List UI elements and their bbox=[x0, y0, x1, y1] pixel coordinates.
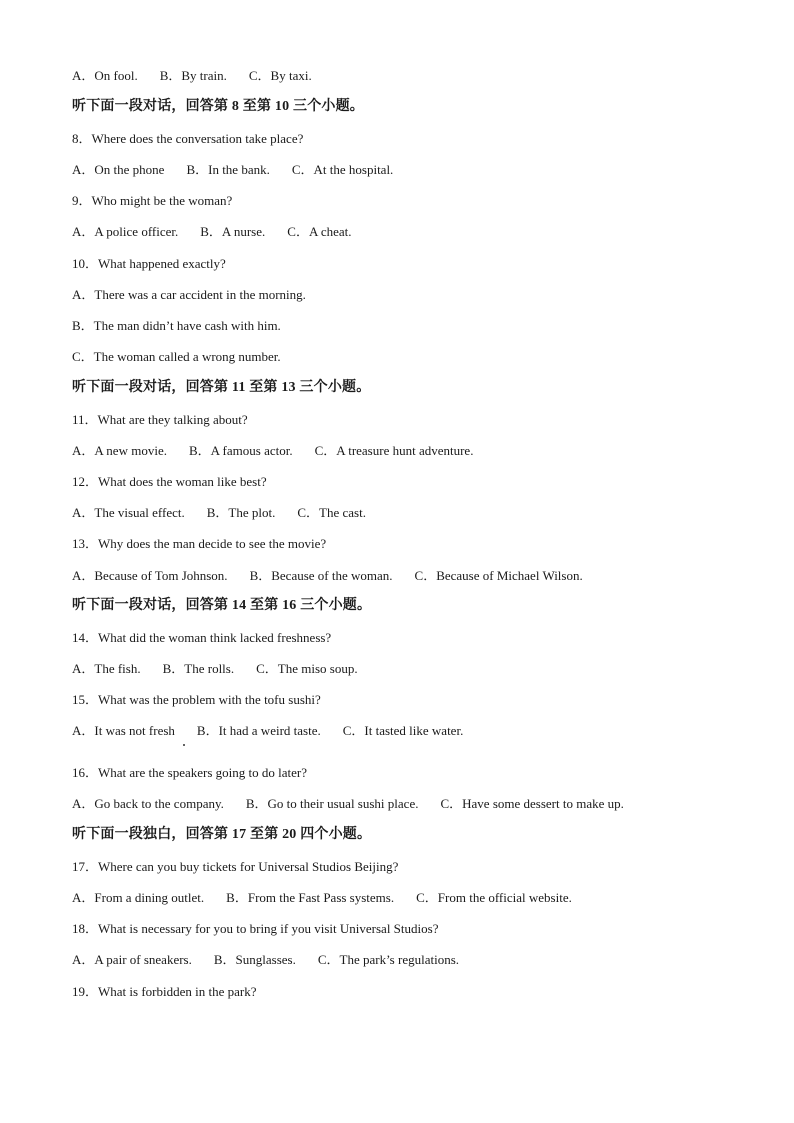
option-b: B．By train. bbox=[159, 68, 227, 83]
question-15: 15．What was the problem with the tofu sushi? bbox=[72, 692, 321, 707]
option-a: A．There was a car accident in the morning. bbox=[72, 287, 306, 302]
question-13: 13．Why does the man decide to see the movie? bbox=[72, 536, 327, 551]
question-9: 9．Who might be the woman? bbox=[72, 193, 233, 208]
option-c: C．The park’s regulations. bbox=[317, 952, 460, 967]
option-b: B．A famous actor. bbox=[188, 443, 293, 458]
option-a: A．From a dining outlet. bbox=[72, 890, 205, 905]
option-b: B．The plot. bbox=[206, 505, 276, 520]
question-14: 14．What did the woman think lacked freshness? bbox=[72, 630, 332, 645]
options-row-q14 bbox=[72, 661, 358, 677]
option-a: A．A new movie. bbox=[72, 443, 167, 458]
option-c: C．The cast. bbox=[297, 505, 366, 520]
option-a: A．A pair of sneakers. bbox=[72, 952, 192, 967]
option-c: C．A cheat. bbox=[287, 224, 352, 239]
option-b: B．Go to their usual sushi place. bbox=[245, 796, 419, 811]
question-10: 10．What happened exactly? bbox=[72, 256, 226, 271]
options-row-q18 bbox=[72, 952, 459, 968]
option-c: C．The miso soup. bbox=[256, 661, 358, 676]
option-c: C．At the hospital. bbox=[291, 162, 394, 177]
option-a: A．On the phone bbox=[72, 162, 165, 177]
option-c: C．Have some dessert to make up. bbox=[440, 796, 624, 811]
options-row-q16 bbox=[72, 796, 624, 812]
option-b: B．The rolls. bbox=[162, 661, 235, 676]
question-12: 12．What does the woman like best? bbox=[72, 474, 267, 489]
option-a: A．A police officer. bbox=[72, 224, 179, 239]
options-row-q7 bbox=[72, 68, 312, 84]
question-18: 18．What is necessary for you to bring if you visit Universal Studios? bbox=[72, 921, 439, 936]
section-heading-14-16: 听下面一段对话，回答第 14 至第 16 三个小题。 bbox=[72, 598, 372, 613]
option-c: C．Because of Michael Wilson. bbox=[414, 568, 583, 583]
options-row-q9 bbox=[72, 224, 352, 240]
option-b: B．Because of the woman. bbox=[249, 568, 393, 583]
question-11: 11．What are they talking about? bbox=[72, 412, 248, 427]
option-a: A．The visual effect. bbox=[72, 505, 185, 520]
option-c: C．By taxi. bbox=[248, 68, 312, 83]
option-c: C．It tasted like water. bbox=[342, 723, 464, 738]
option-a: A．Because of Tom Johnson. bbox=[72, 568, 228, 583]
section-heading-11-13: 听下面一段对话，回答第 11 至第 13 三个小题。 bbox=[72, 380, 371, 395]
option-a: A．It was not fresh bbox=[72, 723, 175, 738]
options-row-q8 bbox=[72, 162, 393, 178]
question-8: 8．Where does the conversation take place? bbox=[72, 131, 304, 146]
option-c: C．A treasure hunt adventure. bbox=[314, 443, 474, 458]
option-c: C．From the official website. bbox=[416, 890, 572, 905]
option-a: A．On fool. bbox=[72, 68, 138, 83]
stray-dot-mark bbox=[183, 744, 185, 746]
options-row-q15 bbox=[72, 723, 463, 739]
option-b: B．The man didn’t have cash with him. bbox=[72, 318, 281, 333]
option-a: A．The fish. bbox=[72, 661, 141, 676]
question-16: 16．What are the speakers going to do later? bbox=[72, 765, 307, 780]
option-a: A．Go back to the company. bbox=[72, 796, 224, 811]
option-b: B．From the Fast Pass systems. bbox=[226, 890, 395, 905]
question-19: 19．What is forbidden in the park? bbox=[72, 984, 257, 999]
option-b: B．In the bank. bbox=[186, 162, 270, 177]
question-17: 17．Where can you buy tickets for Universal Studios Beijing? bbox=[72, 859, 399, 874]
option-b: B．It had a weird taste. bbox=[196, 723, 321, 738]
options-row-q13 bbox=[72, 568, 583, 584]
option-b: B．Sunglasses. bbox=[213, 952, 296, 967]
options-row-q17 bbox=[72, 890, 572, 906]
option-c: C．The woman called a wrong number. bbox=[72, 349, 281, 364]
section-heading-17-20: 听下面一段独白，回答第 17 至第 20 四个小题。 bbox=[72, 827, 372, 842]
section-heading-8-10: 听下面一段对话，回答第 8 至第 10 三个小题。 bbox=[72, 99, 364, 114]
options-row-q12 bbox=[72, 505, 366, 521]
option-b: B．A nurse. bbox=[200, 224, 266, 239]
options-row-q11 bbox=[72, 443, 473, 459]
